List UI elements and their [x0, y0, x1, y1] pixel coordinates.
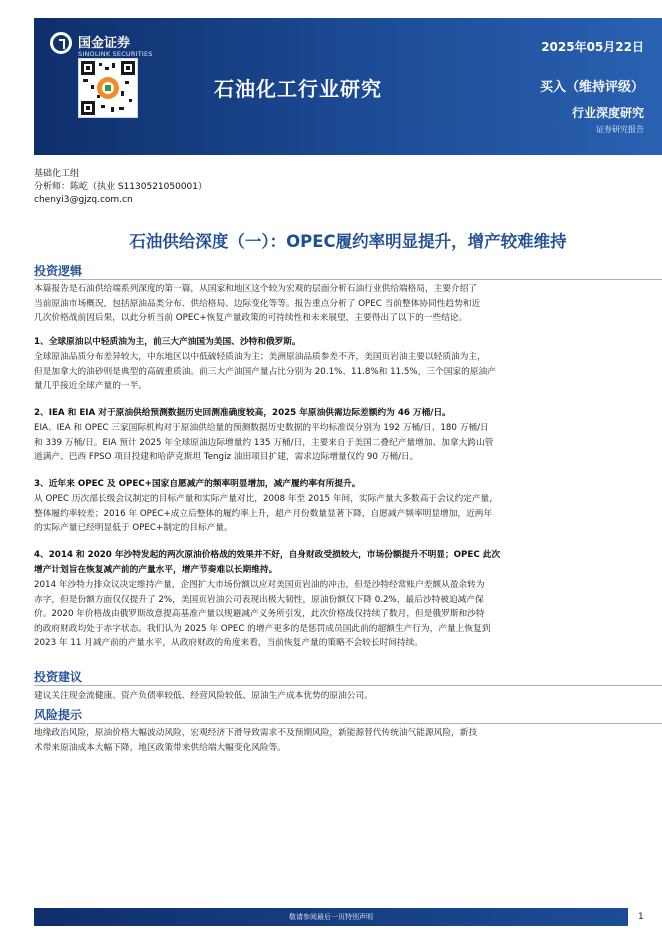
point-4-title	[34, 548, 638, 577]
disclaimer-note[interactable]: 敬请参阅最后一页特别声明	[289, 913, 373, 921]
report-type: 行业深度研究	[571, 106, 644, 120]
advice-text: 建议关注现金流健康、资产负债率较低、经营风险较低、原油生产成本优势的原油公司。	[34, 691, 373, 701]
text-line: EIA、IEA 和 OPEC 三家国际机构对于原油供给量的预测数据历史数据的平均标准误分别为 192 万桶/日、180 万桶/日	[34, 423, 489, 433]
footer-bar	[34, 908, 628, 926]
text-line: 和 339 万桶/日。EIA 预计 2025 年全球原油边际增量约 135 万桶/日，主要来自于美国二叠纪产量增加、加拿大跨山管	[34, 437, 494, 448]
text-line: 量几乎接近全球产量的一半。	[34, 381, 147, 392]
text-line: 的实际产量已经明显低于 OPEC+制定的目标产量。	[34, 523, 233, 534]
logo-mark-icon	[50, 32, 72, 54]
rating-label: 买入（维持评级）	[539, 80, 644, 95]
text-line: 道满产、巴西 FPSO 项目投建和哈萨克斯坦 Tengiz 油田项目扩建，需求边际增量仅约 90 万桶/日。	[34, 452, 419, 463]
report-subtype: 证券研究报告	[596, 125, 644, 134]
logo-en: SINOLINK SECURITIES	[78, 50, 153, 58]
point-4-body	[34, 578, 638, 651]
text-line: 从 OPEC 历次部长级会议制定的目标产量和实际产量对比，2008 年至 2015 年间，实际产量大多数高于会议约定产量，	[34, 494, 498, 504]
report-date: 2025年05月22日	[541, 40, 644, 54]
text-line: 但是加拿大的油砂则是典型的高硫重质油。前三大产油国产量占比分别为 20.1%、11.8%和 11.5%，三个国家的原油产	[34, 366, 496, 377]
text-line: 赤字，但是份额方面仅仅提升了 2%，美国页岩油公司表现出极大韧性，原油份额仅下降 0.2%，最后沙特被迫减产保	[34, 594, 484, 605]
point-1-body	[34, 350, 638, 394]
section-heading-advice: 投资建议	[34, 670, 83, 684]
header-banner	[34, 18, 662, 155]
text-line: 2023 年 11 月减产前的产量水平，从政府财政的角度来看，当前恢复产量的策略不会较长时间持续。	[34, 638, 423, 649]
section-heading-logic: 投资逻辑	[34, 264, 83, 278]
report-headline: 石油供给深度（一）：OPEC履约率明显提升，增产较难维持	[129, 232, 567, 251]
text-line: 价。2020 年价格战由俄罗斯故意提高基准产量以规避减产义务所引发，此次价格战仅持续了数月，但是俄罗斯和沙特	[34, 609, 485, 620]
risk-text	[34, 726, 638, 755]
analyst-email[interactable]: chenyi3@gjzq.com.cn	[34, 195, 133, 205]
report-title: 石油化工行业研究	[214, 77, 382, 101]
section-divider	[34, 279, 662, 280]
point-2-title: 2、IEA 和 EIA 对于原油供给预测数据历史回测准确度较高，2025 年原油供需边际差额约为 46 万桶/日。	[34, 408, 451, 418]
qr-code-icon	[78, 58, 138, 118]
point-3-title: 3、近年来 OPEC 及 OPEC+国家自愿减产的频率明显增加，减产履约率有所提升。	[34, 479, 361, 489]
logo-cn: 国金证券	[78, 36, 131, 51]
analyst-info	[34, 168, 207, 207]
text-line: 的政府财政均处于赤字状态。我们认为 2025 年 OPEC 的增产更多的是惩罚成员国此前的超额生产行为，产量上恢复到	[34, 623, 491, 634]
section-divider	[34, 723, 662, 724]
text-line: 地缘政治风险，原油价格大幅波动风险，宏观经济下滑导致需求不及预期风险，新能源替代传统油气能源风险，新技	[34, 728, 478, 738]
text-line: 4、2014 和 2020 年沙特发起的两次原油价格战的效果并不好，自身财政受损较大，市场份额提升不明显；OPEC 此次	[34, 550, 501, 560]
logic-intro	[34, 282, 638, 326]
point-2-body	[34, 421, 638, 465]
analyst-name: 分析师：陈屹（执业 S1130521050001）	[34, 182, 208, 192]
text-line: 增产计划旨在恢复减产前的产量水平，增产节奏难以长期维持。	[34, 564, 278, 575]
text-line: 几次价格战前因后果，以此分析当前 OPEC+恢复产量政策的可持续性和未来展望，主要得出了以下的一些结论。	[34, 313, 468, 324]
text-line: 本篇报告是石油供给端系列深度的第一篇，从国家和地区这个较为宏观的层面分析石油行业供给端格局，主要介绍了	[34, 284, 478, 294]
text-line: 全球原油品质分布差异较大，中东地区以中低硫轻质油为主；美洲原油品质参差不齐，美国页岩油主要以轻质油为主，	[34, 352, 486, 362]
text-line: 当前原油市场概况，包括原油品类分布、供给格局、边际变化等等。报告重点分析了 OPEC 当前整体协同性趋势和近	[34, 298, 481, 309]
point-3-body	[34, 492, 638, 536]
analyst-group: 基础化工组	[34, 169, 80, 179]
page-number: 1	[638, 912, 644, 922]
section-heading-risk: 风险提示	[34, 708, 83, 722]
point-1-title: 1、全球原油以中轻质油为主，前三大产油国为美国、沙特和俄罗斯。	[34, 337, 301, 347]
section-divider	[34, 685, 662, 686]
text-line: 术带来原油成本大幅下降，地区政策带来供给端大幅变化风险等。	[34, 742, 286, 753]
text-line: 整体履约率较差；2016 年 OPEC+成立后整体的履约率上升，超产月份数量显著下降，自愿减产频率明显增加，近两年	[34, 508, 493, 519]
text-line: 2014 年沙特力排众议决定维持产量，企图扩大市场份额以应对美国页岩油的冲击，但是沙特经常账户差额从盈余转为	[34, 580, 485, 590]
